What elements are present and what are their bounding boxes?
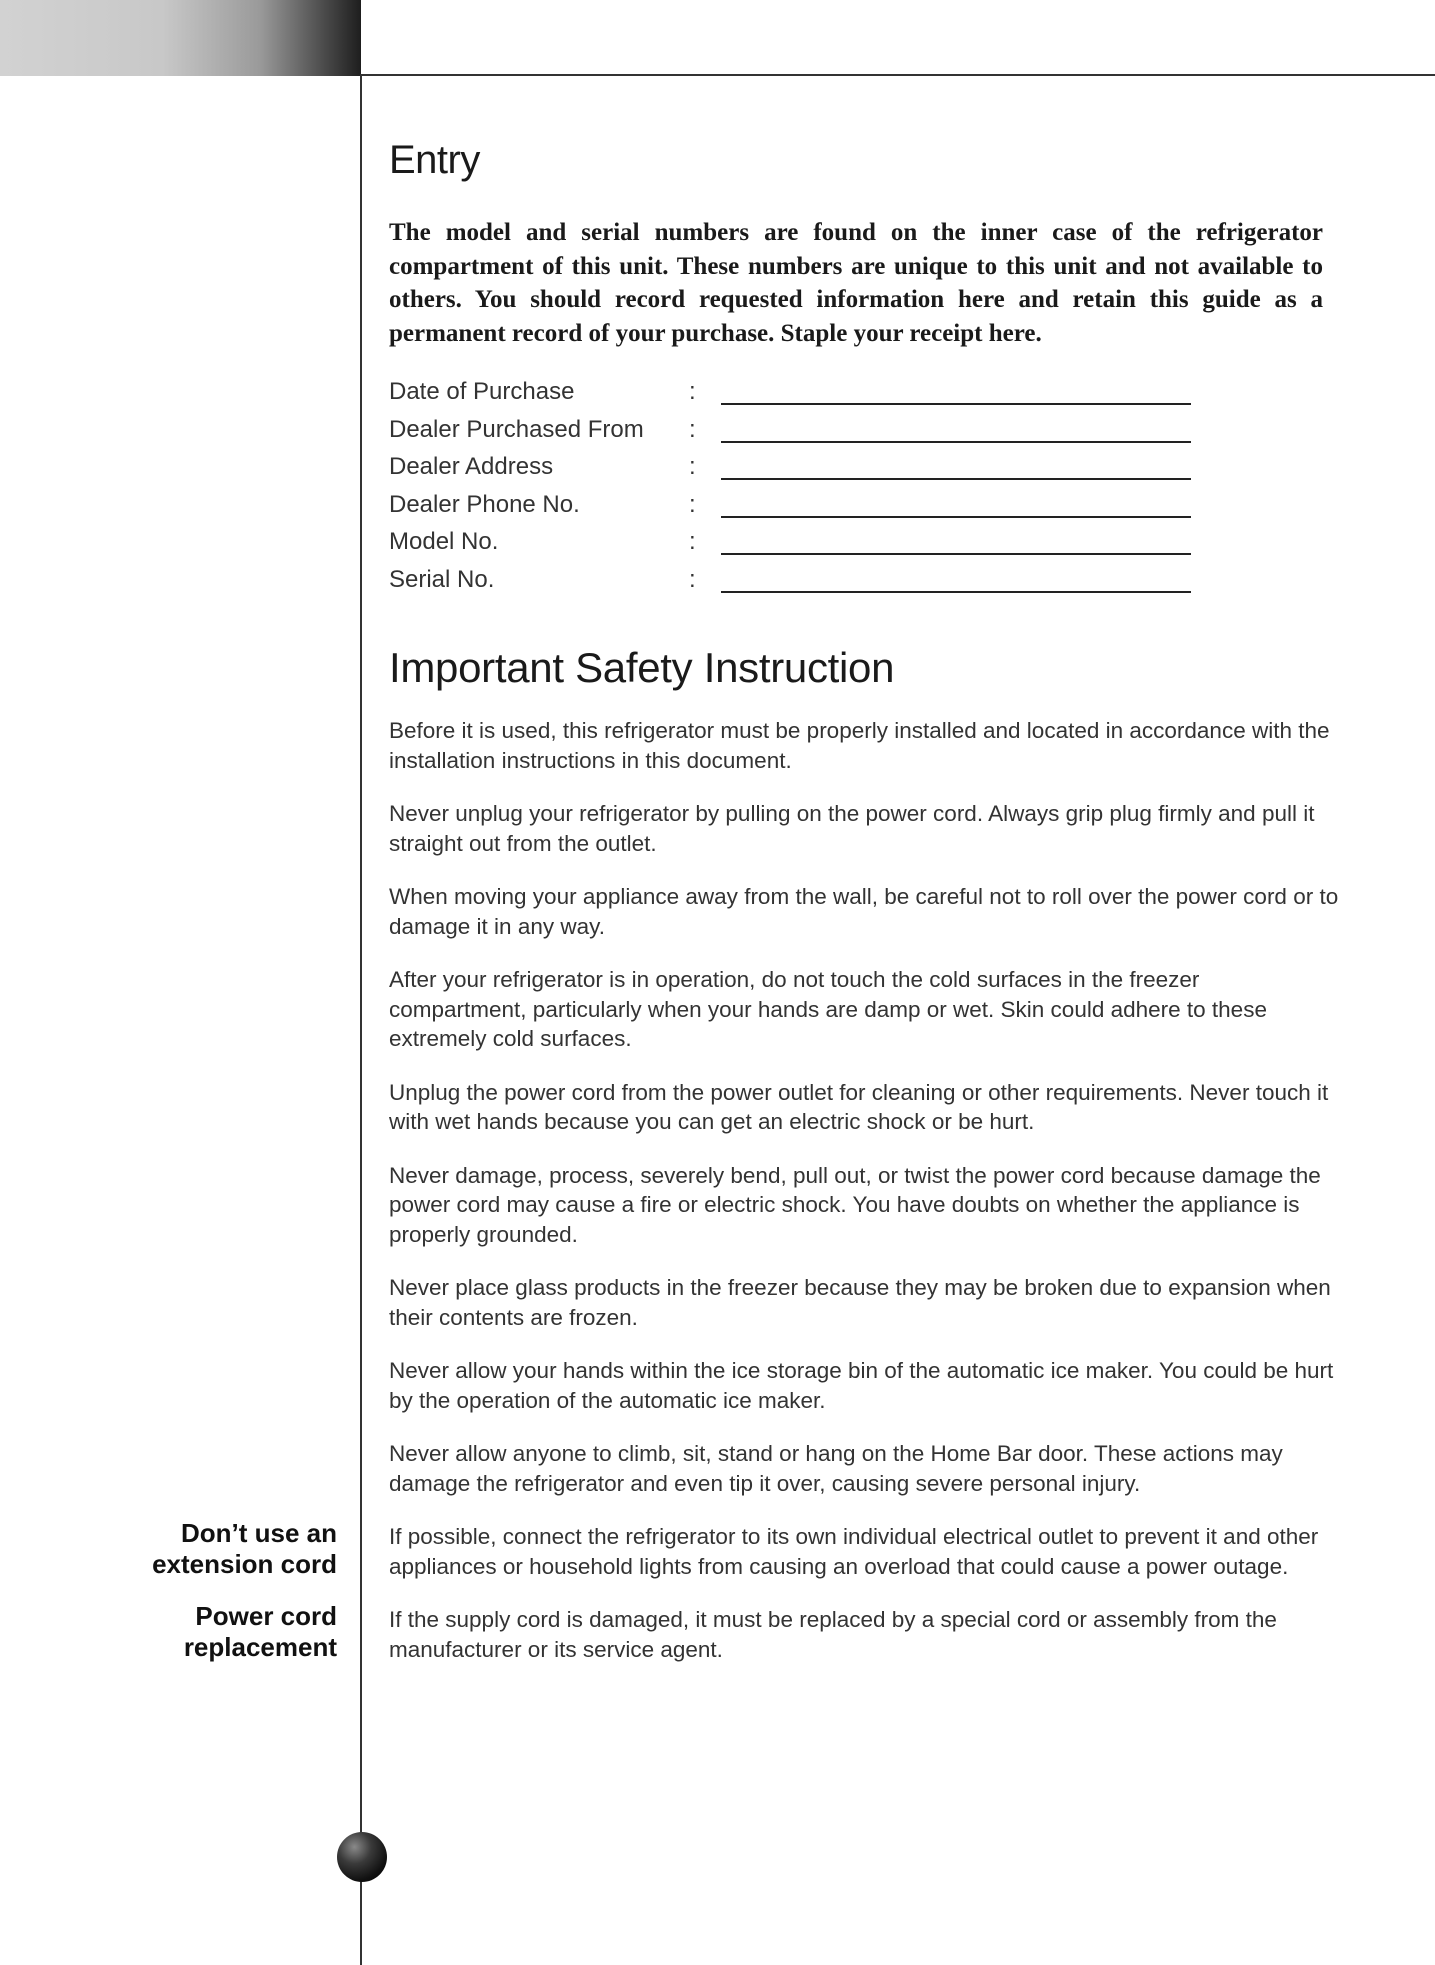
entry-title: Entry [389,138,480,182]
side-note-power-cord [100,1601,337,1663]
side-note-line: replacement [183,1632,337,1662]
fill-in-line [721,553,1191,555]
margin-rule [360,74,362,1965]
safety-paragraph: Never allow your hands within the ice storage bin of the automatic ice maker. You could be hurt by the operation of the automatic ice maker. [389,1358,1334,1413]
page-marker-icon [337,1832,387,1882]
header-corner-tab [0,0,361,76]
form-colon: : [689,415,696,443]
side-note-line: extension cord [152,1549,337,1579]
safety-paragraph: Before it is used, this refrigerator must be properly installed and located in accordance with the installation instructions in this document. [389,718,1330,773]
safety-paragraph-power-cord: If the supply cord is damaged, it must be replaced by a special cord or assembly from the manufacturer or its service agent. [389,1607,1277,1662]
form-colon: : [689,528,696,555]
safety-instructions [389,716,1339,1688]
entry-intro: The model and serial numbers are found on the inner case of the refrigerator compartment of this unit. These numbers are unique to this unit and not available to others. You should record requested information here and retain this guide as a permanent record of your purchase. Staple your receipt here. [389,219,1323,347]
fill-in-line [721,591,1191,593]
fill-in-line [721,516,1191,518]
side-note-line: Power cord [195,1601,337,1631]
form-row-serial-no [389,562,1289,600]
fill-in-line [721,403,1191,405]
form-colon: : [689,453,696,480]
safety-paragraph: Never damage, process, severely bend, pull out, or twist the power cord because damage the power cord may cause a fire or electric shock. You have doubts on whether the appliance is properly grounded. [389,1162,1321,1247]
purchase-record-form [389,374,1289,599]
fill-in-line [721,441,1191,443]
form-label: Model No. [389,528,499,555]
form-row-dealer-phone [389,487,1289,525]
safety-paragraph: After your refrigerator is in operation, do not touch the cold surfaces in the freezer compartment, particularly when your hands are damp or wet. Skin could adhere to these extremely cold surfaces. [389,967,1267,1051]
form-label: Dealer Purchased From [389,415,644,443]
form-label: Dealer Phone No. [389,490,580,518]
safety-paragraph: Never place glass products in the freezer because they may be broken due to expansion when their contents are frozen. [389,1275,1331,1330]
form-label: Dealer Address [389,453,554,480]
form-colon: : [689,378,696,405]
form-label: Date of Purchase [389,378,575,405]
safety-title: Important Safety Instruction [389,644,895,691]
form-row-dealer-purchased-from [389,412,1289,450]
safety-paragraph: Never allow anyone to climb, sit, stand or hang on the Home Bar door. These actions may damage the refrigerator and even tip it over, causing severe personal injury. [389,1441,1283,1496]
safety-paragraph-extension-cord: If possible, connect the refrigerator to its own individual electrical outlet to prevent it and other appliances or household lights from causing an overload that could cause a power outage. [389,1524,1319,1579]
safety-paragraph: Never unplug your refrigerator by pulling on the power cord. Always grip plug firmly and pull it straight out from the outlet. [389,801,1315,856]
form-row-model-no [389,524,1289,562]
side-note-extension-cord [100,1518,337,1580]
form-label: Serial No. [389,565,495,593]
safety-paragraph: When moving your appliance away from the wall, be careful not to roll over the power cord or to damage it in any way. [389,884,1339,939]
side-note-line: Don’t use an [180,1518,337,1548]
safety-paragraph: Unplug the power cord from the power outlet for cleaning or other requirements. Never touch it with wet hands because you can get an electric shock or be hurt. [389,1079,1329,1134]
fill-in-line [721,478,1191,480]
form-row-dealer-address [389,449,1289,487]
header-rule [361,74,1435,76]
form-colon: : [689,565,696,593]
form-colon: : [689,490,696,518]
form-row-date-of-purchase [389,374,1289,412]
